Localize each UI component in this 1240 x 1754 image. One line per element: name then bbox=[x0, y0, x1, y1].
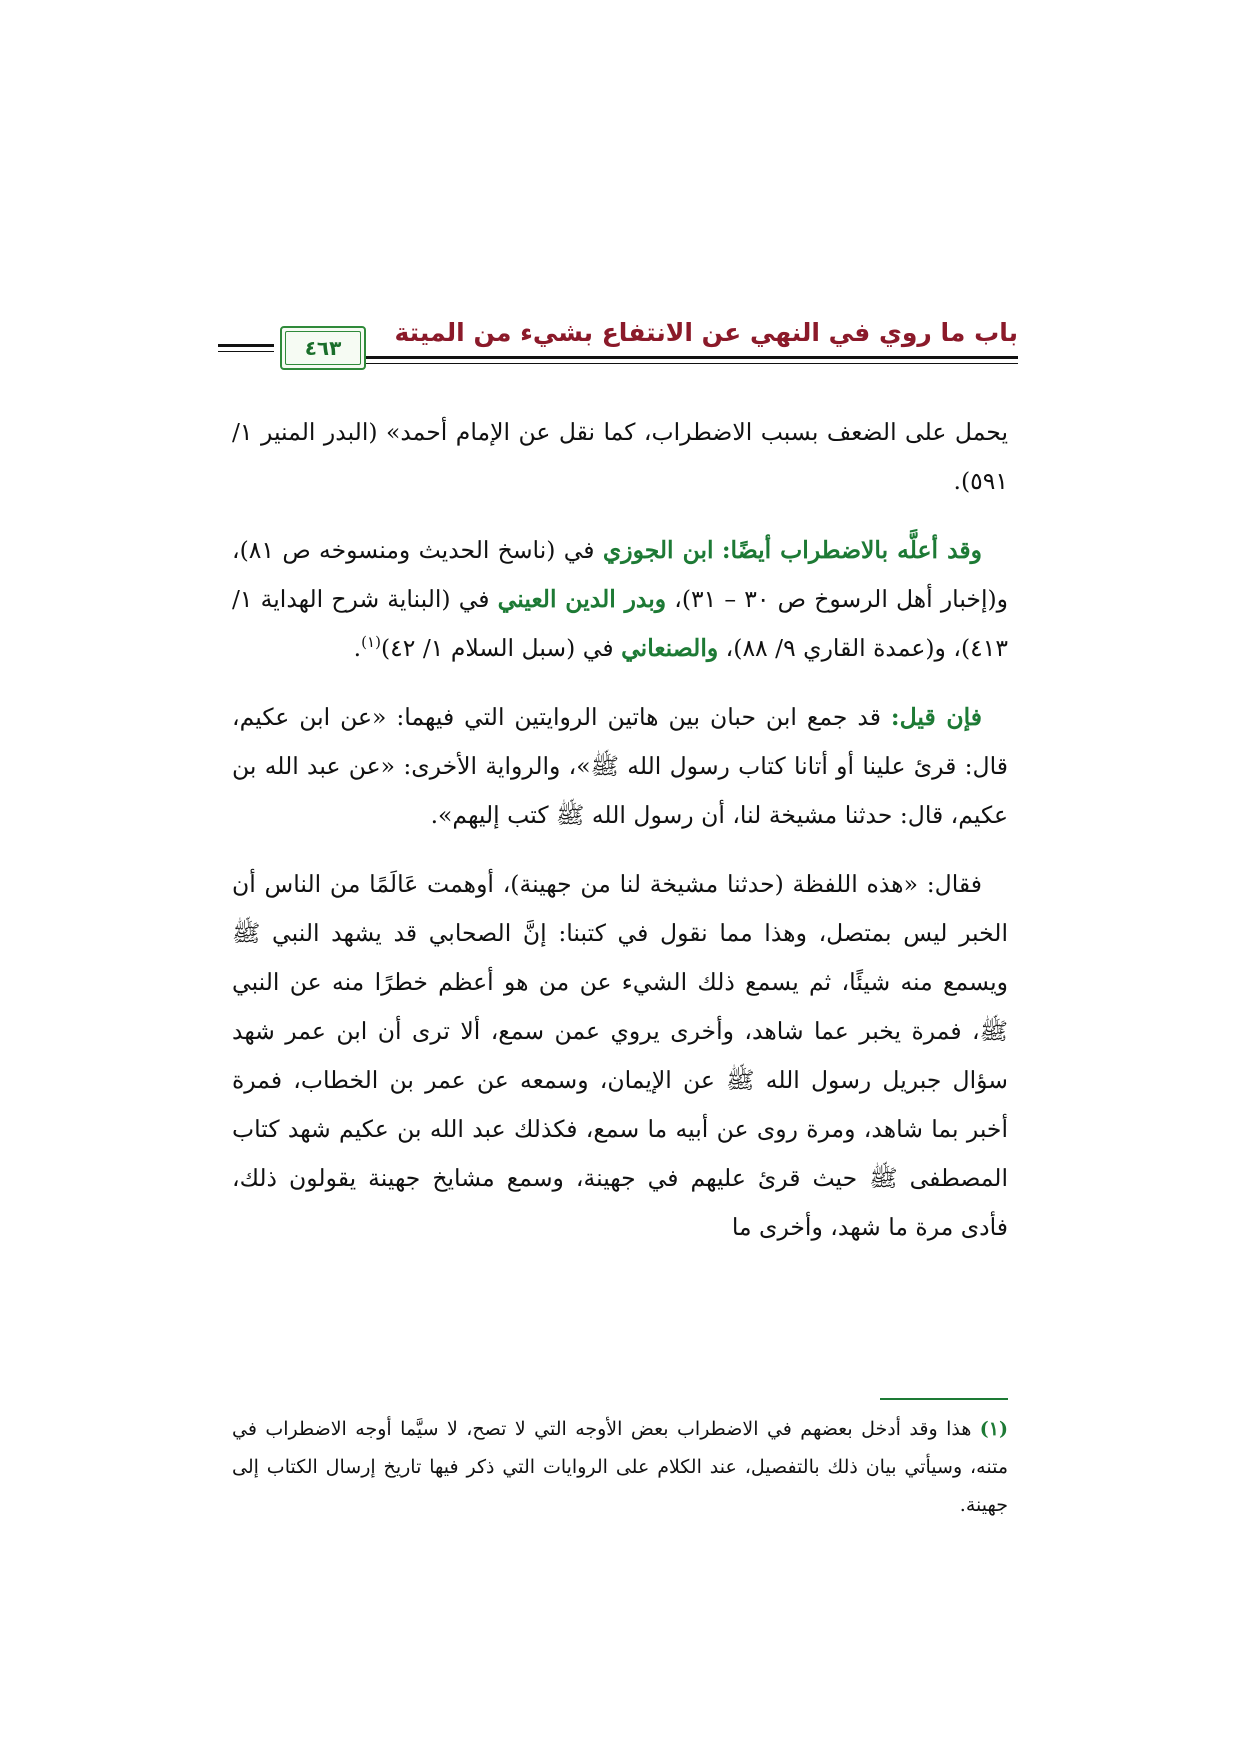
footnote-number: (١) bbox=[979, 1418, 1008, 1440]
scholar-name: والصنعاني bbox=[621, 634, 719, 662]
footnote-separator bbox=[880, 1398, 1008, 1400]
paragraph-text: قد جمع ابن حبان بين هاتين الروايتين التي فيهما: «عن ابن عكيم، قال: قرئ علينا أو أتانا كتاب رسول الله ﷺ»، والرواية الأخرى: «عن عبد الله بن عكيم، قال: حدثنا مشيخة لنا، أن رسول الله ﷺ كتب إليهم». bbox=[232, 703, 1008, 829]
paragraph-1: يحمل على الضعف بسبب الاضطراب، كما نقل عن الإمام أحمد» (البدر المنير ١/ ٥٩١). bbox=[232, 418, 1008, 495]
lead-phrase: وقد أعلَّه بالاضطراب أيضًا: bbox=[721, 536, 982, 564]
header-rule-bottom bbox=[328, 363, 1018, 364]
footnote-item bbox=[232, 1410, 1008, 1524]
page-number-badge bbox=[280, 326, 366, 370]
paragraph-text: في (البناية شرح الهداية ١/ ٤١٣)، و(عمدة القاري ٩/ ٨٨)، bbox=[232, 585, 1008, 662]
paragraph-text: في (سبل السلام ١/ ٤٢) bbox=[380, 634, 622, 662]
footnote-ref[interactable]: (١) bbox=[361, 633, 381, 652]
header-rule-left-bottom bbox=[218, 351, 274, 352]
paragraph-4: فقال: «هذه اللفظة (حدثنا مشيخة لنا من جهينة)، أوهمت عَالَمًا من الناس أن الخبر ليس بمتصل، وهذا مما نقول في كتبنا: إنَّ الصحابي قد يشهد النبي ﷺ ويسمع منه شيئًا، ثم يسمع ذلك الشيء عن من هو أعظم خطرًا منه عن النبي ﷺ، فمرة يخبر عما شاهد، وأخرى يروي عمن سمع، ألا ترى أن ابن عمر شهد سؤال جبريل رسول الله ﷺ عن الإيمان، وسمعه عن عمر بن الخطاب، فمرة أخبر بما شاهد، ومرة روى عن أبيه ما سمع، فكذلك عبد الله بن عكيم شهد كتاب المصطفى ﷺ حيث قرئ عليهم في جهينة، وسمع مشايخ جهينة يقولون ذلك، فأدى مرة ما شهد، وأخرى ما bbox=[232, 870, 1008, 1241]
scholar-name: وبدر الدين العيني bbox=[497, 585, 667, 613]
paragraph-2 bbox=[232, 526, 1008, 673]
paragraph-text: في (ناسخ الحديث ومنسوخه ص ٨١)، و(إخبار أهل الرسوخ ص ٣٠ – ٣١)، bbox=[232, 536, 1008, 613]
footnotes bbox=[232, 1410, 1008, 1524]
page-header bbox=[218, 312, 1018, 382]
footnote-text: هذا وقد أدخل بعضهم في الاضطراب بعض الأوجه التي لا تصح، لا سيَّما أوجه الاضطراب في متنه، وسيأتي بيان ذلك بالتفصيل، عند الكلام على الروايات التي ذكر فيها تاريخ إرسال الكتاب إلى جهينة. bbox=[232, 1418, 1008, 1516]
chapter-title: باب ما روي في النهي عن الانتفاع بشيء من الميتة bbox=[394, 318, 1018, 347]
paragraph-text: . bbox=[353, 634, 362, 662]
paragraph-3 bbox=[232, 693, 1008, 840]
page-number: ٤٦٣ bbox=[304, 336, 342, 360]
main-text bbox=[232, 408, 1008, 1272]
scholar-name: ابن الجوزي bbox=[602, 536, 714, 564]
lead-phrase: فإن قيل: bbox=[890, 703, 982, 731]
header-rule-left-top bbox=[218, 344, 274, 347]
header-rule-top bbox=[328, 356, 1018, 359]
